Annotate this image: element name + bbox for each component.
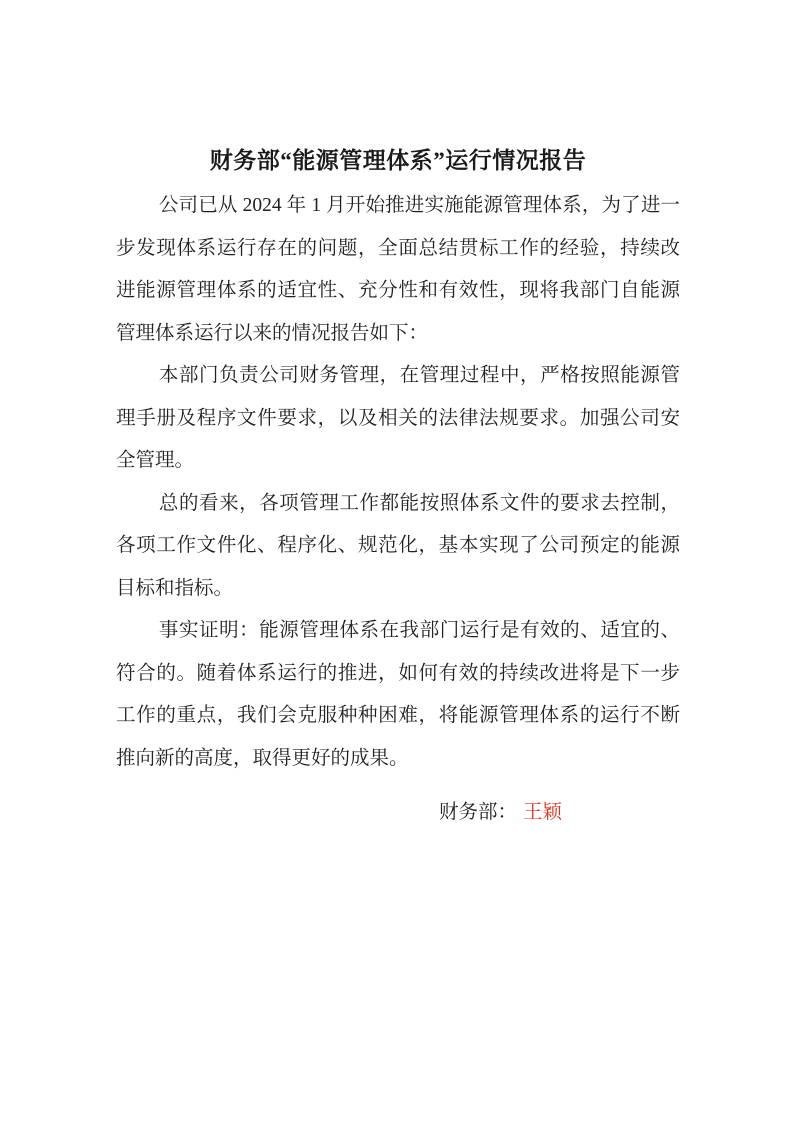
- paragraph-introduction: 公司已从 2024 年 1 月开始推进实施能源管理体系，为了进一步发现体系运行存在的问题，全面总结贯标工作的经验，持续改进能源管理体系的适宜性、充分性和有效性，现将我部门自能源管理体系运行以来的情况报告如下：: [116, 195, 680, 344]
- document-title: 财务部“能源管理体系”运行情况报告: [209, 148, 587, 173]
- paragraph-overall-summary: 总的看来，各项管理工作都能按照体系文件的要求去控制，各项工作文件化、程序化、规范化，基本实现了公司预定的能源目标和指标。: [116, 492, 680, 599]
- signature-name: 王颖: [522, 802, 562, 823]
- paragraph-conclusion: 事实证明：能源管理体系在我部门运行是有效的、适宜的、符合的。随着体系运行的推进，如何有效的持续改进将是下一步工作的重点，我们会克服种种困难，将能源管理体系的运行不断推向新的高度，取得更好的成果。: [116, 620, 680, 769]
- paragraph-department-duty: 本部门负责公司财务管理，在管理过程中，严格按照能源管理手册及程序文件要求，以及相关的法律法规要求。加强公司安全管理。: [116, 365, 680, 471]
- signature-department-label: 财务部：: [438, 802, 517, 823]
- signature-line: [116, 792, 680, 835]
